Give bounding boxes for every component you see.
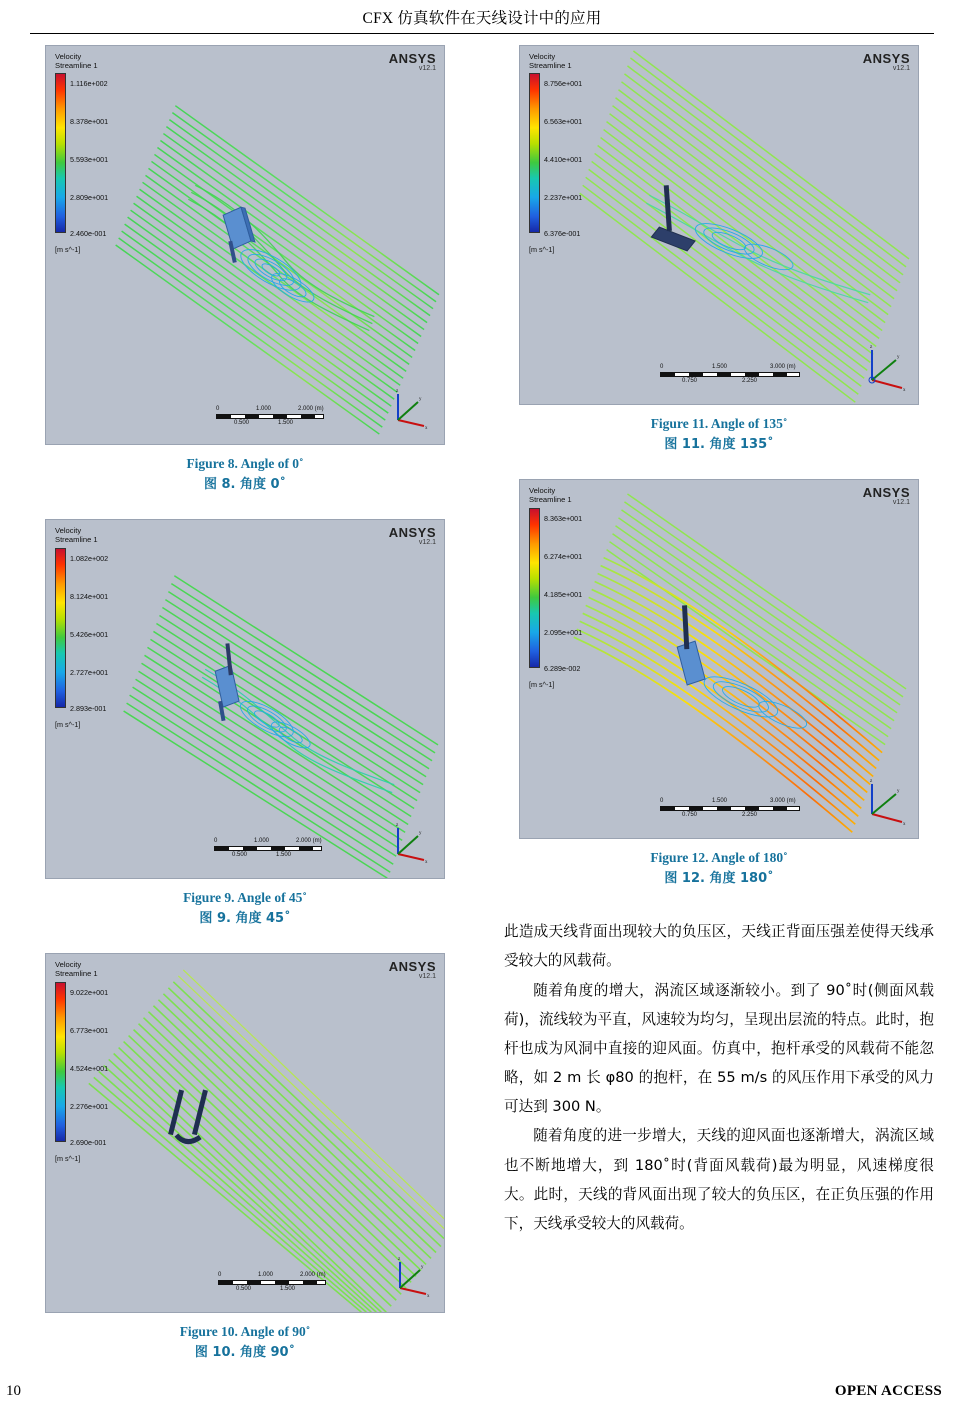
body-text — [504, 917, 934, 1238]
legend-units: [m s^-1] — [529, 245, 555, 255]
figure-9-caption-cn: 图 9. 角度 45˚ — [199, 910, 291, 926]
svg-text:y: y — [419, 397, 422, 402]
figure-12-caption — [519, 848, 919, 889]
ansys-wordmark: ANSYS — [862, 51, 910, 66]
svg-text:x: x — [425, 426, 428, 431]
color-bar — [55, 548, 66, 708]
figure-12-image — [519, 479, 919, 839]
legend-ticks: 9.022e+001 6.773e+001 4.524e+001 2.276e+001 2.690e-001 — [70, 987, 109, 1147]
figure-11-caption-en: Figure 11. Angle of 135˚ — [650, 416, 788, 431]
color-bar — [55, 982, 66, 1142]
color-bar — [55, 73, 66, 233]
figure-11-block — [519, 45, 919, 455]
ansys-logo — [863, 486, 910, 506]
legend-units: [m s^-1] — [55, 245, 81, 255]
svg-text:z: z — [396, 389, 399, 394]
running-header: CFX 仿真软件在天线设计中的应用 — [362, 10, 602, 27]
svg-text:y: y — [897, 789, 900, 795]
legend-ticks: 1.116e+002 8.378e+001 5.593e+001 2.809e+001 2.460e-001 — [70, 79, 109, 239]
axis-triad-12 — [856, 776, 912, 832]
scale-bar-graphic — [218, 1280, 326, 1285]
axis-triad-10 — [386, 1254, 436, 1304]
svg-text:y: y — [419, 831, 422, 837]
ansys-version: v12.1 — [892, 499, 910, 507]
ansys-version: v12.1 — [418, 539, 436, 547]
figure-8-caption-en: Figure 8. Angle of 0˚ — [186, 456, 304, 471]
figure-8-caption-cn: 图 8. 角度 0˚ — [203, 476, 287, 492]
ansys-wordmark: ANSYS — [388, 525, 436, 541]
ansys-logo — [389, 526, 436, 546]
open-access-label: OPEN ACCESS — [834, 1383, 942, 1399]
legend-10 — [55, 961, 145, 1162]
figure-11-image — [519, 45, 919, 405]
legend-units: [m s^-1] — [55, 1153, 81, 1163]
paragraph-2: 随着角度的增大，涡流区域逐渐较小。到了 90˚时(侧面风载荷)，流线较为平直，风速较为均匀，呈现出层流的特点。此时，抱杆也成为风洞中直接的迎风面。仿真中，抱杆承受的风载荷不能忽略，如 2 m 长 φ80 的抱杆，在 55 m/s 的风压作用下承受的风力可达到 300 N。 — [504, 981, 934, 1116]
legend-title-streamline: Streamline 1 — [529, 60, 572, 70]
ansys-wordmark: ANSYS — [862, 485, 910, 501]
figure-9-block — [45, 519, 445, 929]
figure-11-caption — [519, 414, 919, 455]
figure-9-caption-en: Figure 9. Angle of 45˚ — [183, 890, 307, 906]
svg-text:x: x — [903, 822, 906, 828]
scale-bar-graphic — [216, 414, 324, 419]
legend-title-streamline: Streamline 1 — [529, 494, 572, 504]
axis-triad-11 — [856, 342, 912, 398]
legend-title-velocity: Velocity — [55, 960, 82, 970]
legend-units: [m s^-1] — [55, 719, 81, 729]
legend-11 — [529, 53, 619, 254]
ansys-wordmark: ANSYS — [388, 51, 436, 66]
legend-title-streamline: Streamline 1 — [55, 60, 98, 70]
left-column — [30, 45, 460, 1363]
figure-8-image — [45, 45, 445, 445]
legend-title-streamline: Streamline 1 — [55, 968, 98, 978]
figure-12-caption-cn: 图 12. 角度 180˚ — [664, 870, 774, 886]
axis-triad-9 — [384, 820, 434, 870]
legend-ticks: 8.363e+001 6.274e+001 4.185e+001 2.095e+001 6.289e-002 — [544, 513, 583, 673]
legend-title-velocity: Velocity — [55, 526, 82, 536]
scale-bar-graphic — [214, 846, 322, 851]
figure-8-caption — [45, 454, 445, 495]
scale-bar-8: 0 1.000 2.000 (m) 0.500 1.500 — [216, 406, 324, 426]
legend-ticks: 1.082e+002 8.124e+001 5.426e+001 2.727e+001 2.893e-001 — [70, 553, 109, 713]
axis-triad-8 — [384, 386, 434, 436]
ansys-logo — [389, 960, 436, 980]
color-bar — [529, 73, 540, 233]
svg-text:z: z — [870, 345, 873, 350]
legend-title-velocity: Velocity — [529, 486, 556, 496]
svg-text:z: z — [396, 823, 399, 829]
scale-bar-9: 0 1.000 2.000 (m) 0.500 1.500 — [214, 838, 322, 859]
legend-ticks: 8.756e+001 6.563e+001 4.410e+001 2.237e+001 6.376e-001 — [544, 79, 583, 239]
figure-10-block — [45, 953, 445, 1363]
figure-8-block — [45, 45, 445, 495]
ansys-wordmark: ANSYS — [388, 959, 436, 975]
scale-bar-12: 0 1.500 3.000 (m) 0.750 2.250 — [660, 798, 810, 820]
figure-12-caption-en: Figure 12. Angle of 180˚ — [650, 850, 788, 866]
ansys-version: v12.1 — [418, 65, 436, 72]
color-bar — [529, 508, 540, 668]
scale-bar-graphic — [660, 806, 800, 811]
svg-text:z: z — [398, 1257, 401, 1263]
figure-10-caption — [45, 1322, 445, 1363]
ansys-logo — [389, 52, 436, 72]
legend-title-velocity: Velocity — [55, 52, 82, 61]
svg-text:x: x — [425, 860, 428, 866]
right-column — [504, 45, 934, 1238]
header-rule — [30, 33, 934, 34]
page-number: 10 — [6, 1383, 21, 1399]
ansys-logo — [863, 52, 910, 72]
ansys-version: v12.1 — [892, 65, 910, 72]
legend-12 — [529, 487, 619, 688]
figure-10-caption-cn: 图 10. 角度 90˚ — [194, 1345, 296, 1361]
legend-9 — [55, 527, 145, 728]
scale-bar-10: 0 1.000 2.000 (m) 0.500 1.500 — [218, 1272, 326, 1293]
figure-10-image — [45, 953, 445, 1313]
figure-9-caption — [45, 888, 445, 929]
svg-text:x: x — [903, 388, 906, 393]
svg-text:x: x — [427, 1294, 430, 1300]
paragraph-1: 此造成天线背面出现较大的负压区，天线正背面压强差使得天线承受较大的风载荷。 — [504, 923, 934, 970]
legend-units: [m s^-1] — [529, 679, 555, 689]
legend-title-velocity: Velocity — [529, 52, 556, 61]
figure-10-caption-en: Figure 10. Angle of 90˚ — [179, 1324, 311, 1340]
figure-11-caption-cn: 图 11. 角度 135˚ — [664, 436, 774, 452]
figure-12-block — [519, 479, 919, 889]
legend-title-streamline: Streamline 1 — [55, 534, 98, 544]
ansys-version: v12.1 — [418, 973, 436, 981]
scale-bar-graphic — [660, 372, 800, 377]
svg-text:y: y — [897, 355, 900, 360]
figure-9-image — [45, 519, 445, 879]
svg-text:y: y — [421, 1265, 424, 1271]
svg-text:z: z — [870, 779, 873, 785]
scale-bar-11: 0 1.500 3.000 (m) 0.750 2.250 — [660, 364, 810, 386]
antenna-geometry-12 — [677, 605, 705, 685]
paragraph-3: 随着角度的进一步增大，天线的迎风面也逐渐增大，涡流区域也不断地增大，到 180˚时(背面风载荷)最为明显，风速梯度很大。此时，天线的背风面出现了较大的负压区，在正负压强的作用下，天线承受较大的风载荷。 — [504, 1127, 934, 1232]
legend-8 — [55, 53, 145, 254]
